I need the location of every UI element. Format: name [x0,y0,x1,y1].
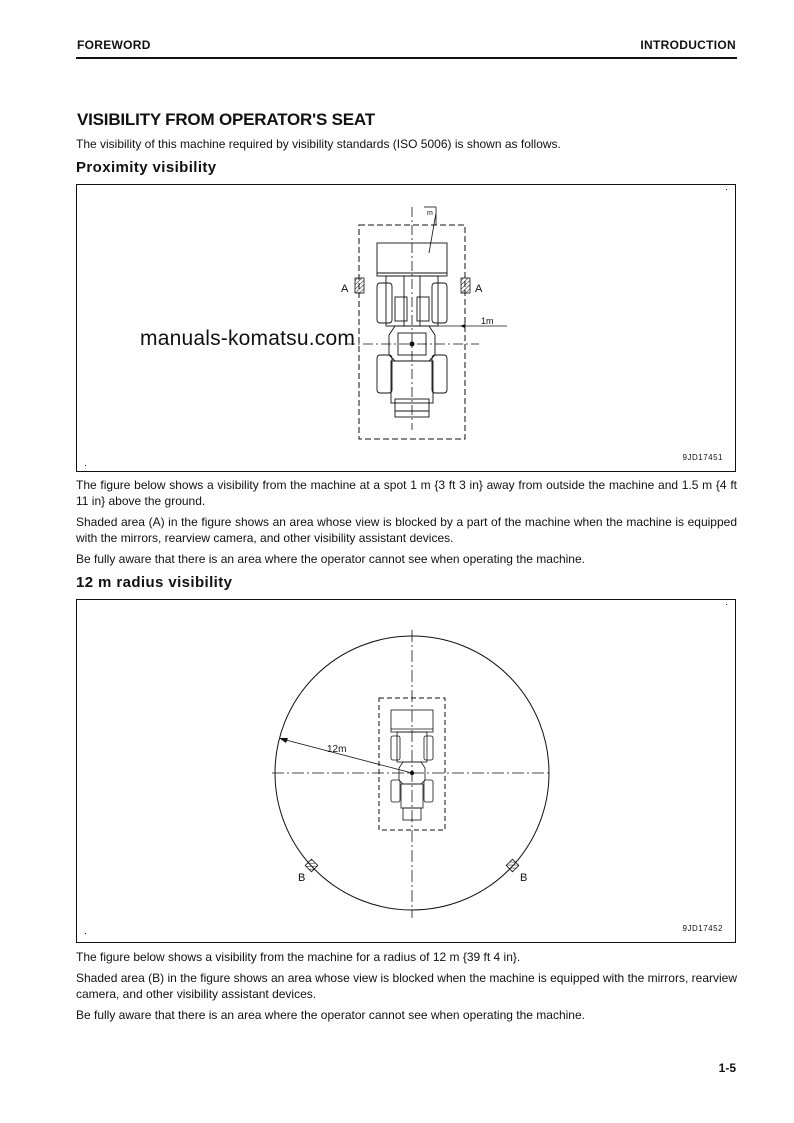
radius-heading: 12 m radius visibility [76,574,233,591]
radius-diagram [77,600,737,944]
label-a-right: A [475,283,483,295]
figure-code-proximity: 9JD17451 [682,453,723,462]
header-divider [76,57,737,59]
header-section-label: FOREWORD [77,38,151,52]
proximity-paragraph-1: The figure below shows a visibility from the machine at a spot 1 m {3 ft 3 in} away from outside the machine and 1.5 m {4 ft 11 in} above the ground. [76,478,737,508]
label-a-left: A [341,283,349,295]
proximity-paragraph-2: Shaded area (A) in the figure shows an area whose view is blocked by a part of the machine when the machine is equipped with the mirrors, rearview camera, and other visibility assistant devices. [76,515,737,545]
intro-text: The visibility of this machine required by visibility standards (ISO 5006) is shown as follows. [76,137,561,151]
radius-paragraph-1: The figure below shows a visibility from the machine for a radius of 12 m {39 ft 4 in}. [76,950,521,964]
proximity-paragraph-3: Be fully aware that there is an area where the operator cannot see when operating the machine. [76,552,585,566]
operator-eye-point [410,342,415,347]
radius-paragraph-2: Shaded area (B) in the figure shows an area whose view is blocked when the machine is equipped with the mirrors, rearview camera, and other visibility assistant devices. [76,971,737,1001]
label-b-right: B [520,872,528,884]
radius-paragraph-3: Be fully aware that there is an area where the operator cannot see when operating the machine. [76,1008,585,1022]
label-12m-radius: 12m [327,744,347,755]
watermark-text: manuals-komatsu.com [140,327,356,350]
blocked-area-a-left [355,278,364,293]
header-chapter-label: INTRODUCTION [640,38,736,52]
label-1m-dimension: 1m [481,316,494,326]
radius-figure [76,599,736,943]
label-top-dimension: m [427,210,433,217]
label-b-left: B [298,872,306,884]
section-title: VISIBILITY FROM OPERATOR'S SEAT [77,110,375,129]
blocked-area-a-right [461,278,470,293]
page-number: 1-5 [718,1061,736,1075]
proximity-heading: Proximity visibility [76,159,217,176]
figure-code-radius: 9JD17452 [682,924,723,933]
